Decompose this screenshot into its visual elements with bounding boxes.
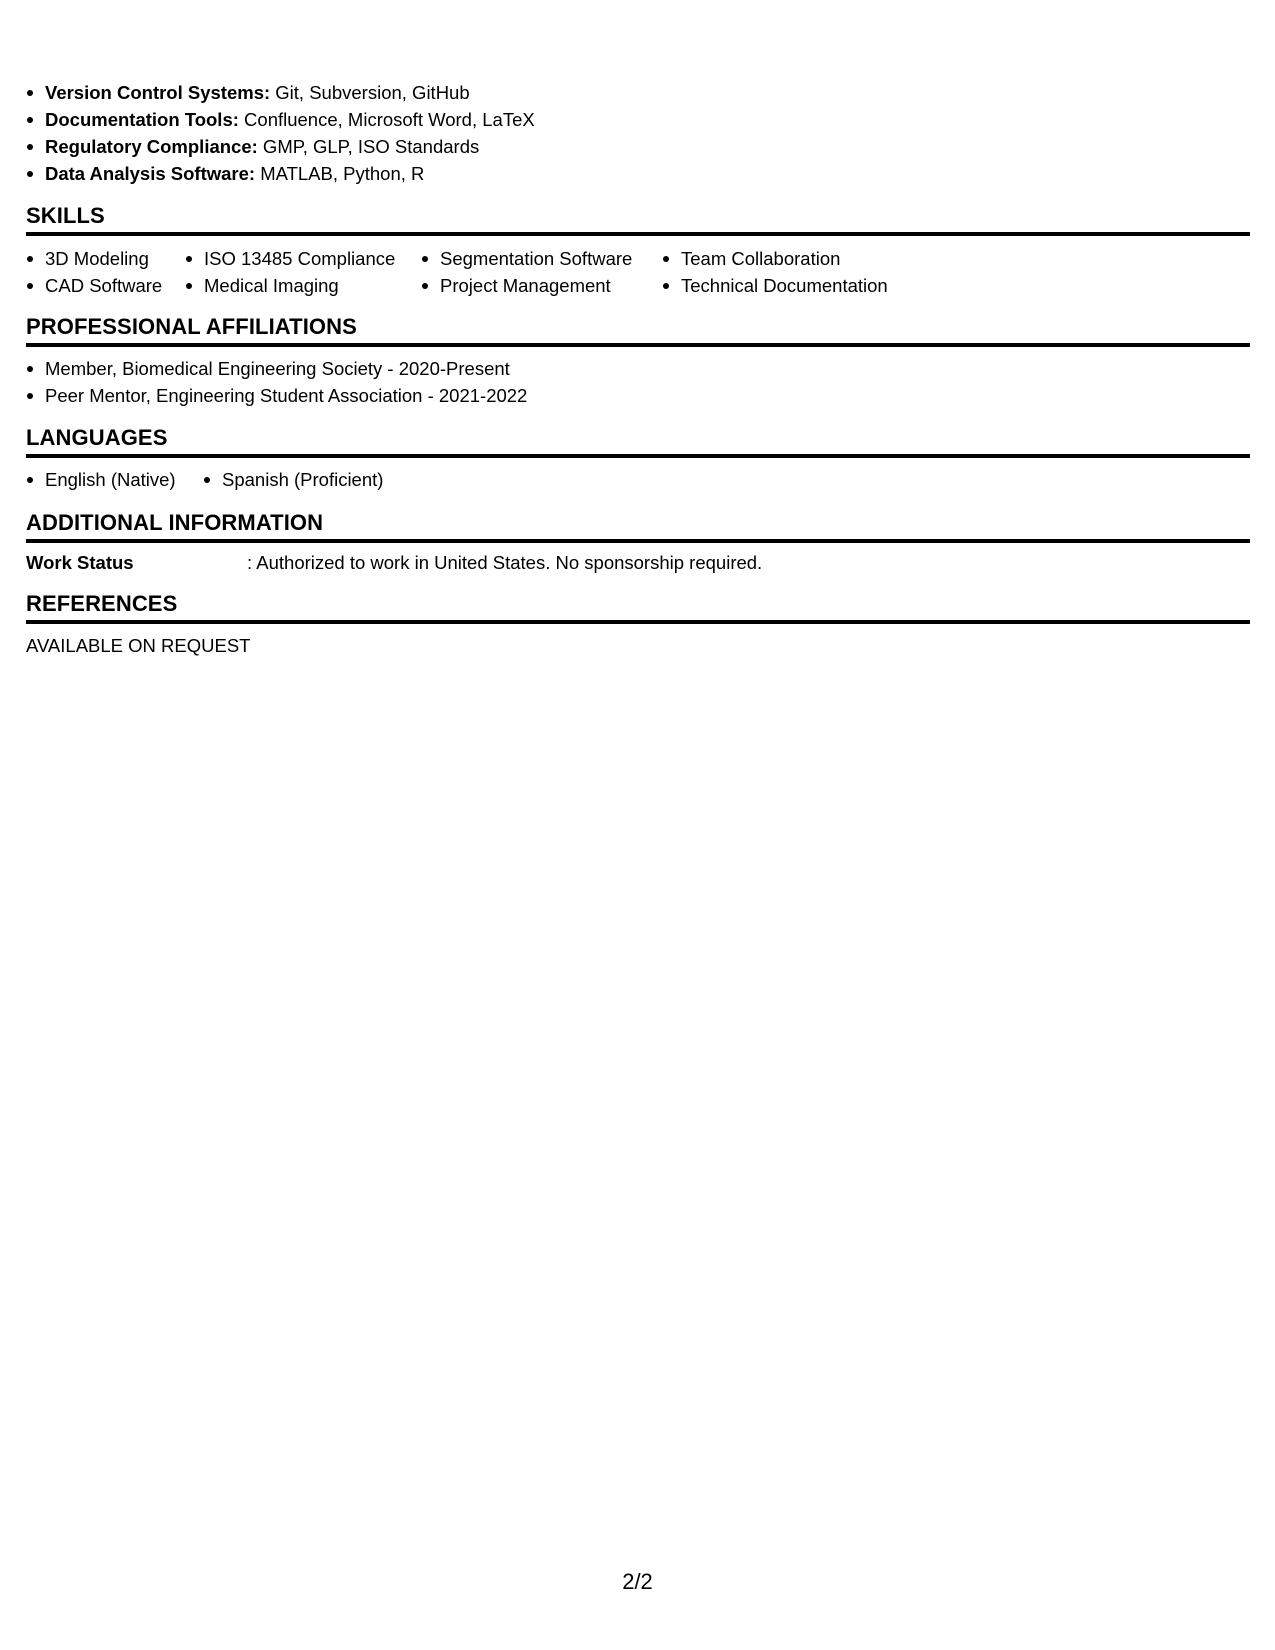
- language-item: Spanish (Proficient): [203, 466, 383, 493]
- section-divider: [26, 454, 1250, 458]
- section-divider: [26, 232, 1250, 236]
- skills-column: [421, 245, 662, 299]
- affiliations-heading: PROFESSIONAL AFFILIATIONS: [26, 314, 357, 339]
- skill-item: Project Management: [421, 272, 662, 299]
- list-item: [26, 133, 535, 160]
- skill-category-value: Confluence, Microsoft Word, LaTeX: [238, 109, 535, 130]
- skill-category-label: Regulatory Compliance:: [45, 136, 258, 157]
- skill-item: Team Collaboration: [662, 245, 922, 272]
- languages-heading: LANGUAGES: [26, 425, 168, 450]
- section-divider: [26, 620, 1250, 624]
- technical-skills-list: [26, 79, 535, 187]
- skill-item: Segmentation Software: [421, 245, 662, 272]
- section-divider: [26, 539, 1250, 543]
- language-item: English (Native): [26, 466, 203, 493]
- skill-item: 3D Modeling: [26, 245, 185, 272]
- skill-item: Medical Imaging: [185, 272, 421, 299]
- skill-category-value: Git, Subversion, GitHub: [270, 82, 470, 103]
- skill-category-label: Data Analysis Software:: [45, 163, 256, 184]
- skill-category-value: MATLAB, Python, R: [255, 163, 425, 184]
- list-item: [26, 106, 535, 133]
- work-status-label: Work Status: [26, 552, 134, 573]
- skill-item: ISO 13485 Compliance: [185, 245, 421, 272]
- list-item: Member, Biomedical Engineering Society - 2020-Present: [26, 355, 527, 382]
- section-divider: [26, 343, 1250, 347]
- skill-category-label: Version Control Systems:: [45, 82, 271, 103]
- skills-column: [662, 245, 922, 299]
- languages-list: [26, 466, 383, 493]
- list-item: [26, 79, 535, 106]
- skill-category-label: Documentation Tools:: [45, 109, 239, 130]
- work-status-value: : Authorized to work in United States. No sponsorship required.: [247, 552, 763, 573]
- skill-category-value: GMP, GLP, ISO Standards: [257, 136, 480, 157]
- additional-information-heading: ADDITIONAL INFORMATION: [26, 510, 324, 535]
- affiliations-list: [26, 355, 527, 409]
- skills-grid: [26, 245, 922, 299]
- references-heading: REFERENCES: [26, 591, 178, 616]
- list-item: Peer Mentor, Engineering Student Association - 2021-2022: [26, 382, 527, 409]
- skills-column: [185, 245, 421, 299]
- work-status-row: [26, 550, 926, 576]
- skills-column: [26, 245, 185, 299]
- page-number: 2/2: [622, 1569, 653, 1594]
- skills-heading: SKILLS: [26, 203, 105, 228]
- list-item: [26, 160, 535, 187]
- references-text: AVAILABLE ON REQUEST: [26, 635, 251, 656]
- skill-item: CAD Software: [26, 272, 185, 299]
- skill-item: Technical Documentation: [662, 272, 922, 299]
